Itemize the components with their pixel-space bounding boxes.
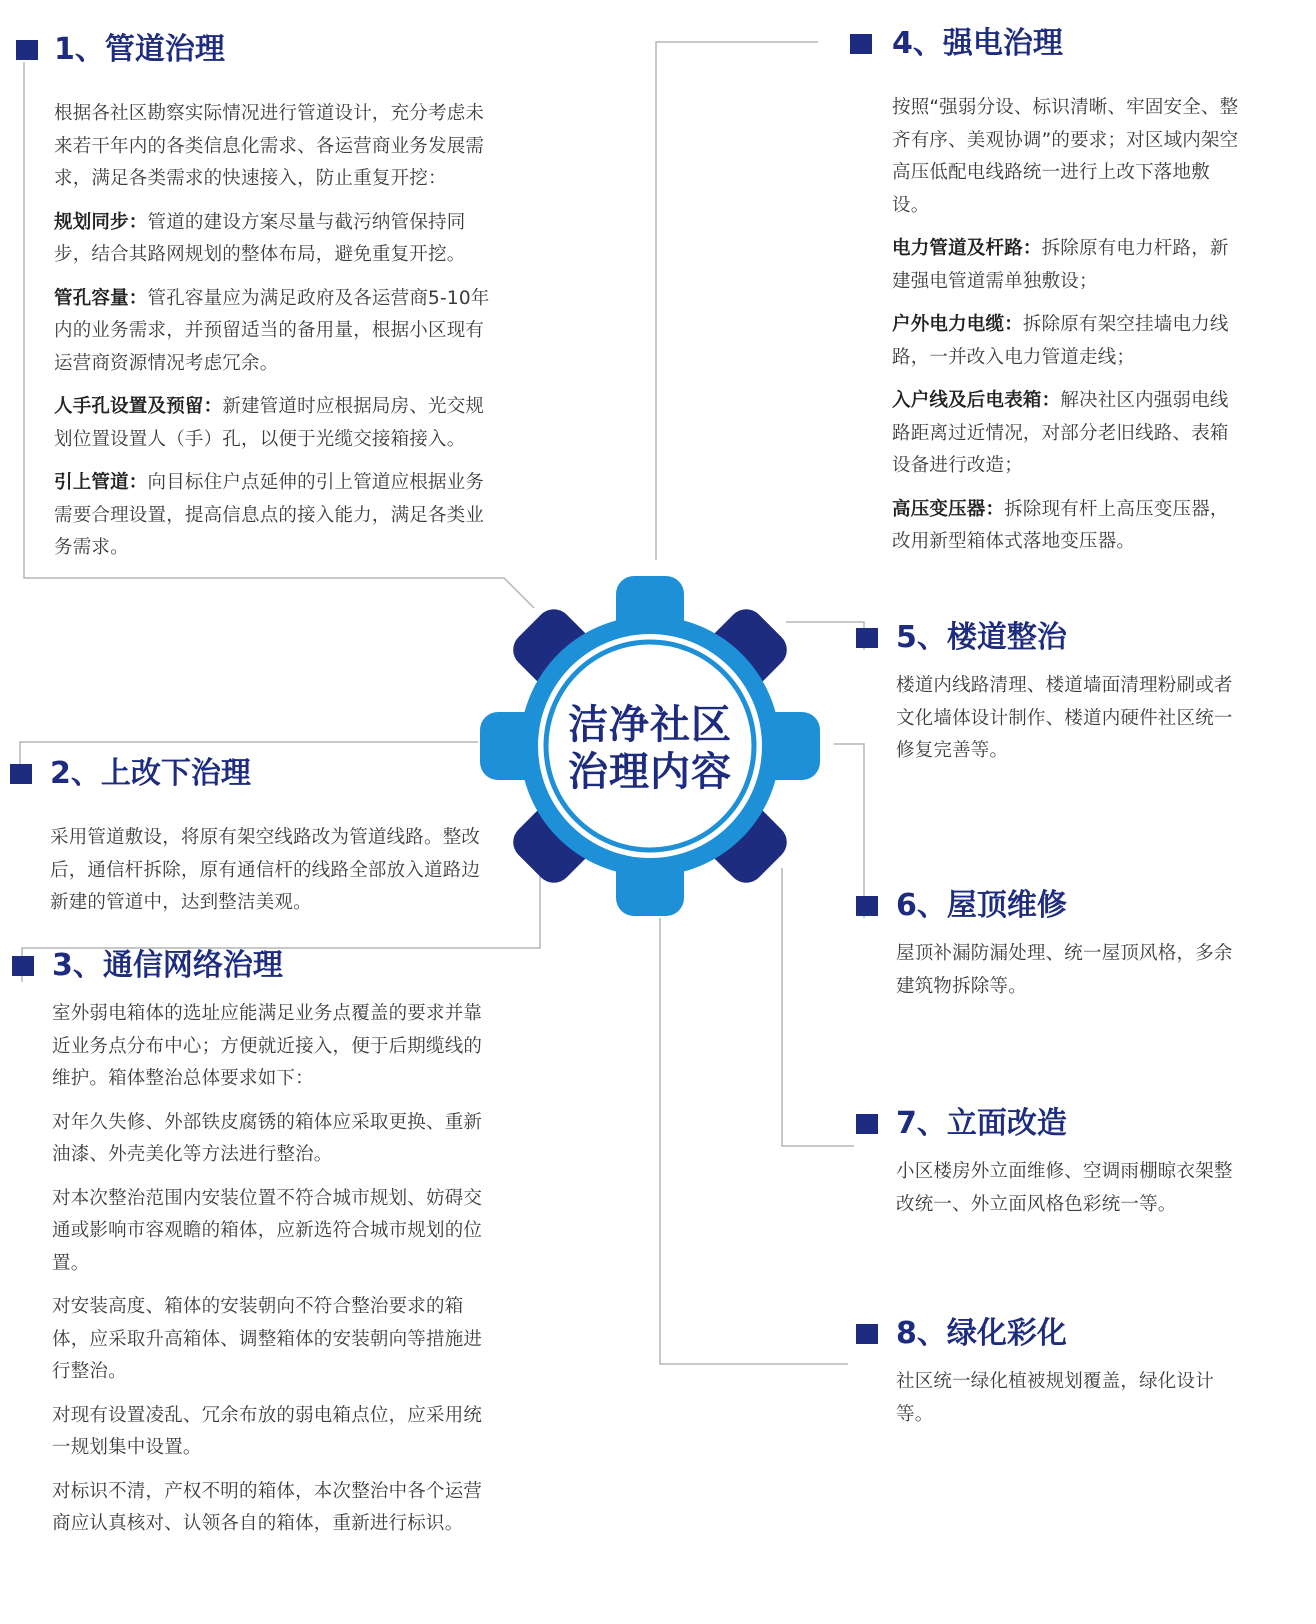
item-text: 管孔容量应为满足政府及各运营商5-10年内的业务需求，并预留适当的备用量，根据小区现有运营商资源情况考虑冗余。 <box>54 287 490 374</box>
section-5-body <box>856 670 1250 768</box>
section-7-title: 7、立面改造 <box>896 1106 1067 1141</box>
section-7 <box>856 1102 1250 1232</box>
item-label: 高压变压器： <box>892 498 1005 520</box>
section-2-header <box>10 752 490 796</box>
section-8-body <box>856 1366 1250 1431</box>
section-1-title: 1、管道治理 <box>54 32 225 67</box>
section-6-header <box>856 884 1250 928</box>
section-8-title: 8、绿化彩化 <box>896 1316 1067 1351</box>
section-1-item <box>54 391 496 456</box>
section-8 <box>856 1312 1250 1442</box>
section-marker-icon <box>16 40 38 60</box>
section-3-intro: 室外弱电箱体的选址应能满足业务点覆盖的要求并靠近业务点分布中心；方便就近接入，便于后期缆线的维护。箱体整治总体要求如下： <box>52 1003 483 1089</box>
section-1-item <box>54 467 496 565</box>
section-3-body <box>12 998 490 1541</box>
section-2-title: 2、上改下治理 <box>50 756 251 791</box>
section-1-item <box>54 207 496 272</box>
section-4 <box>850 22 1246 570</box>
section-4-body <box>850 92 1246 559</box>
section-7-intro: 小区楼房外立面维修、空调雨棚晾衣架整改统一、外立面风格色彩统一等。 <box>896 1161 1233 1215</box>
section-2-body <box>10 822 490 920</box>
connector-section-4 <box>656 42 818 560</box>
section-1-item <box>54 283 496 381</box>
section-4-title: 4、强电治理 <box>892 26 1063 61</box>
connector-section-8 <box>660 918 848 1364</box>
item-text: 拆除原有电力杆路，新建强电管道需单独敷设； <box>892 238 1229 292</box>
section-7-header <box>856 1102 1250 1146</box>
section-2 <box>10 752 490 931</box>
section-4-intro: 按照“强弱分设、标识清晰、牢固安全、整齐有序、美观协调”的要求；对区域内架空高压低配电线路统一进行上改下落地敷设。 <box>892 97 1239 216</box>
section-1-body <box>16 98 496 565</box>
section-3-header <box>12 944 490 988</box>
section-3-para: 对标识不清，产权不明的箱体，本次整治中各个运营商应认真核对、认领各自的箱体，重新进行标识。 <box>52 1480 483 1534</box>
item-text: 管道的建设方案尽量与截污纳管保持同步，结合其路网规划的整体布局，避免重复开挖。 <box>54 211 466 265</box>
section-4-item <box>892 233 1246 298</box>
item-text: 拆除现有杆上高压变压器，改用新型箱体式落地变压器。 <box>892 498 1229 552</box>
section-1-header <box>16 28 496 72</box>
section-4-item <box>892 385 1246 483</box>
section-8-intro: 社区统一绿化植被规划覆盖，绿化设计等。 <box>896 1371 1214 1425</box>
section-6 <box>856 884 1250 1014</box>
section-marker-icon <box>850 34 872 54</box>
center-title <box>560 702 740 796</box>
center-title-line2: 治理内容 <box>568 749 732 795</box>
section-4-header <box>850 22 1246 66</box>
item-label: 入户线及后电表箱： <box>892 390 1061 411</box>
item-text: 向目标住户点延伸的引上管道应根据业务需要合理设置，提高信息点的接入能力，满足各类业务需求。 <box>54 472 485 558</box>
section-7-body <box>856 1156 1250 1221</box>
section-marker-icon <box>856 1324 878 1344</box>
section-5-intro: 楼道内线路清理、楼道墙面清理粉刷或者文化墙体设计制作、楼道内硬件社区统一修复完善等。 <box>896 675 1233 761</box>
item-text: 解决社区内强弱电线路距离过近情况，对部分老旧线路、表箱设备进行改造； <box>892 390 1229 476</box>
section-marker-icon <box>856 1114 878 1134</box>
item-label: 引上管道： <box>54 472 148 493</box>
item-label: 户外电力电缆： <box>892 314 1023 335</box>
item-label: 管孔容量： <box>54 287 148 309</box>
section-3 <box>12 944 490 1552</box>
section-6-body <box>856 938 1250 1003</box>
item-label: 规划同步： <box>54 211 148 233</box>
section-marker-icon <box>856 896 878 916</box>
section-8-header <box>856 1312 1250 1356</box>
item-text: 新建管道时应根据局房、光交规划位置设置人（手）孔，以便于光缆交接箱接入。 <box>54 396 485 450</box>
section-5-title: 5、楼道整治 <box>896 620 1067 655</box>
section-1-intro: 根据各社区勘察实际情况进行管道设计，充分考虑未来若干年内的各类信息化需求、各运营商业务发展需求，满足各类需求的快速接入，防止重复开挖： <box>54 103 485 189</box>
item-label: 电力管道及杆路： <box>892 238 1042 259</box>
section-3-para: 对现有设置凌乱、冗余布放的弱电箱点位，应采用统一规划集中设置。 <box>52 1404 483 1458</box>
item-text: 拆除原有架空挂墙电力线路，一并改入电力管道走线； <box>892 314 1229 368</box>
center-title-line1: 洁净社区 <box>568 702 732 748</box>
section-marker-icon <box>12 956 34 976</box>
section-4-item <box>892 494 1246 559</box>
section-6-title: 6、屋顶维修 <box>896 888 1067 923</box>
section-5-header <box>856 616 1250 660</box>
section-3-para: 对本次整治范围内安装位置不符合城市规划、妨碍交通或影响市容观瞻的箱体，应新选符合城市规划的位置。 <box>52 1187 483 1274</box>
section-3-title: 3、通信网络治理 <box>52 948 283 983</box>
section-marker-icon <box>10 764 32 784</box>
section-2-intro: 采用管道敷设，将原有架空线路改为管道线路。整改后，通信杆拆除，原有通信杆的线路全部放入道路边新建的管道中，达到整洁美观。 <box>50 827 481 913</box>
section-5 <box>856 616 1250 779</box>
section-3-para: 对年久失修、外部铁皮腐锈的箱体应采取更换、重新油漆、外壳美化等方法进行整治。 <box>52 1111 483 1165</box>
item-label: 人手孔设置及预留： <box>54 396 223 417</box>
section-3-para: 对安装高度、箱体的安装朝向不符合整治要求的箱体，应采取升高箱体、调整箱体的安装朝向等措施进行整治。 <box>52 1296 483 1382</box>
section-6-intro: 屋顶补漏防漏处理、统一屋顶风格，多余建筑物拆除等。 <box>896 943 1233 997</box>
section-4-item <box>892 309 1246 374</box>
section-1 <box>16 28 496 576</box>
section-marker-icon <box>856 628 878 648</box>
